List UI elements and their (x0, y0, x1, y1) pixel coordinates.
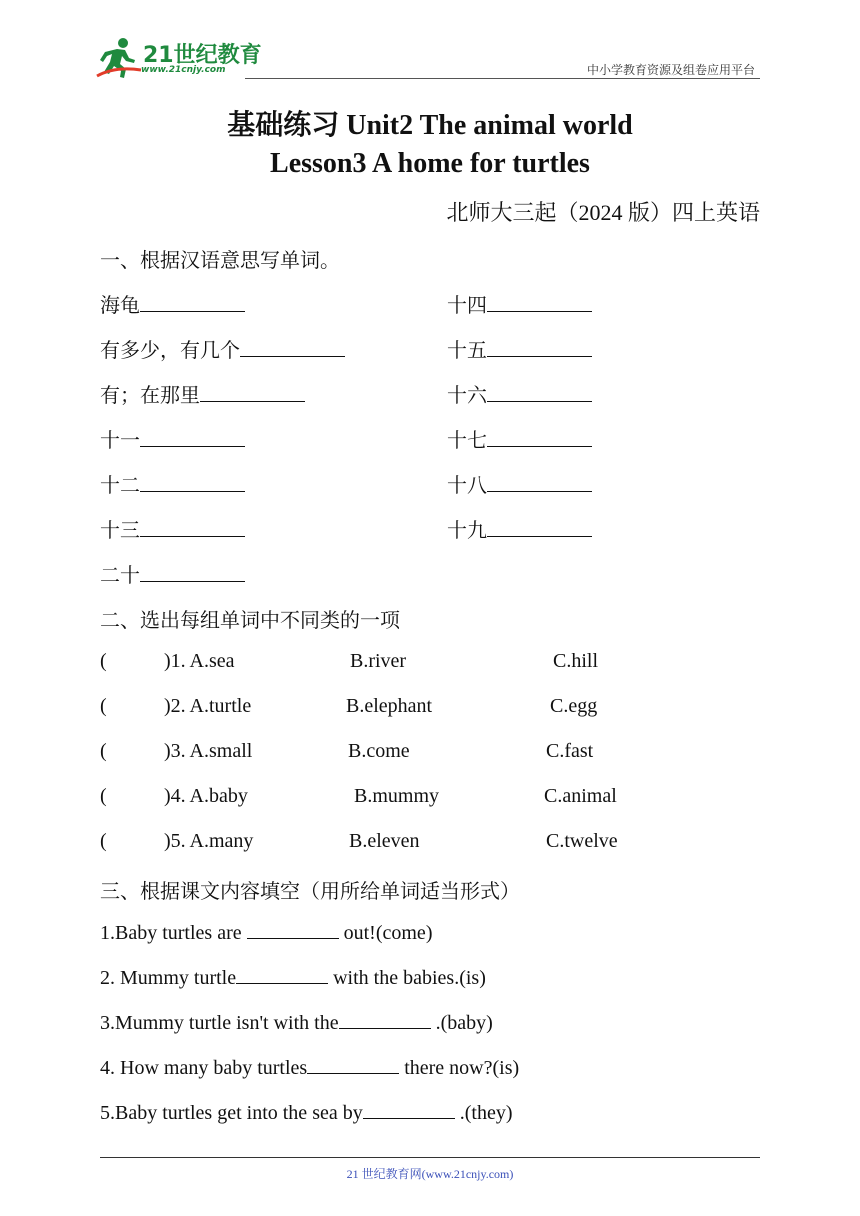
header-platform-text: 中小学教育资源及组卷应用平台 (586, 63, 755, 77)
title-line-1: 基础练习 Unit2 The animal world (227, 110, 633, 141)
choice-option-b: B.river (350, 650, 407, 672)
answer-blank[interactable] (236, 965, 328, 984)
choice-option-a: )1. A.sea (164, 650, 235, 672)
logo-url: www.21cnjy.com (141, 65, 226, 75)
answer-blank[interactable] (487, 428, 592, 447)
choice-paren[interactable]: ( (100, 650, 107, 672)
word-item: 十六 (447, 379, 592, 408)
fill-sentence: 5.Baby turtles get into the sea by .(they) (100, 1102, 513, 1124)
answer-blank[interactable] (247, 920, 339, 939)
word-item: 有；在那里 (100, 379, 305, 408)
answer-blank[interactable] (140, 428, 245, 447)
word-item: 十八 (447, 469, 592, 498)
choice-option-b: B.eleven (349, 830, 420, 852)
choice-paren[interactable]: ( (100, 695, 107, 717)
answer-blank[interactable] (487, 293, 592, 312)
word-item: 有多少，有几个 (100, 334, 345, 363)
fill-sentence: 1.Baby turtles are out!(come) (100, 922, 433, 944)
logo (95, 36, 265, 80)
answer-blank[interactable] (487, 338, 592, 357)
choice-option-c: C.fast (546, 740, 594, 762)
choice-option-c: C.hill (553, 650, 599, 672)
word-item: 十三 (100, 514, 245, 543)
choice-option-b: B.come (348, 740, 410, 762)
answer-blank[interactable] (140, 563, 245, 582)
fill-sentence: 2. Mummy turtle with the babies.(is) (100, 967, 486, 989)
answer-blank[interactable] (240, 338, 345, 357)
choice-option-a: )2. A.turtle (164, 695, 252, 717)
footer-divider (100, 1157, 760, 1158)
choice-option-b: B.mummy (354, 785, 440, 807)
logo-text: 21世纪教育 (143, 43, 262, 68)
choice-option-a: )3. A.small (164, 740, 253, 762)
answer-blank[interactable] (487, 383, 592, 402)
word-item: 十五 (447, 334, 592, 363)
answer-blank[interactable] (339, 1010, 431, 1029)
section1-heading: 一、根据汉语意思写单词。 (100, 250, 340, 272)
choice-option-a: )5. A.many (164, 830, 254, 852)
fill-sentence: 4. How many baby turtles there now?(is) (100, 1057, 520, 1079)
answer-blank[interactable] (307, 1055, 399, 1074)
fill-sentence: 3.Mummy turtle isn't with the .(baby) (100, 1012, 493, 1034)
choice-option-c: C.egg (550, 695, 598, 717)
choice-option-a: )4. A.baby (164, 785, 248, 807)
choice-paren[interactable]: ( (100, 740, 107, 762)
title-line-2: Lesson3 A home for turtles (270, 148, 590, 179)
answer-blank[interactable] (363, 1100, 455, 1119)
section2-heading: 二、选出每组单词中不同类的一项 (100, 610, 400, 632)
answer-blank[interactable] (487, 518, 592, 537)
choice-paren[interactable]: ( (100, 785, 107, 807)
subtitle: 北师大三起（2024 版）四上英语 (446, 200, 760, 225)
page-header (95, 30, 760, 80)
choice-option-c: C.twelve (546, 830, 618, 852)
footer-link[interactable]: 21 世纪教育网(www.21cnjy.com) (346, 1167, 514, 1181)
word-item: 十九 (447, 514, 592, 543)
answer-blank[interactable] (140, 473, 245, 492)
word-item: 十一 (100, 424, 245, 453)
runner-icon (95, 36, 143, 80)
word-item: 二十 (100, 559, 245, 588)
choice-paren[interactable]: ( (100, 830, 107, 852)
header-divider (245, 78, 760, 79)
section3-heading: 三、根据课文内容填空（用所给单词适当形式） (100, 881, 520, 903)
word-item: 十七 (447, 424, 592, 453)
choice-option-b: B.elephant (346, 695, 433, 717)
answer-blank[interactable] (140, 518, 245, 537)
answer-blank[interactable] (487, 473, 592, 492)
answer-blank[interactable] (140, 293, 245, 312)
choice-option-c: C.animal (544, 785, 617, 807)
answer-blank[interactable] (200, 383, 305, 402)
word-item: 十四 (447, 289, 592, 318)
word-item: 十二 (100, 469, 245, 498)
word-item: 海龟 (100, 289, 245, 318)
